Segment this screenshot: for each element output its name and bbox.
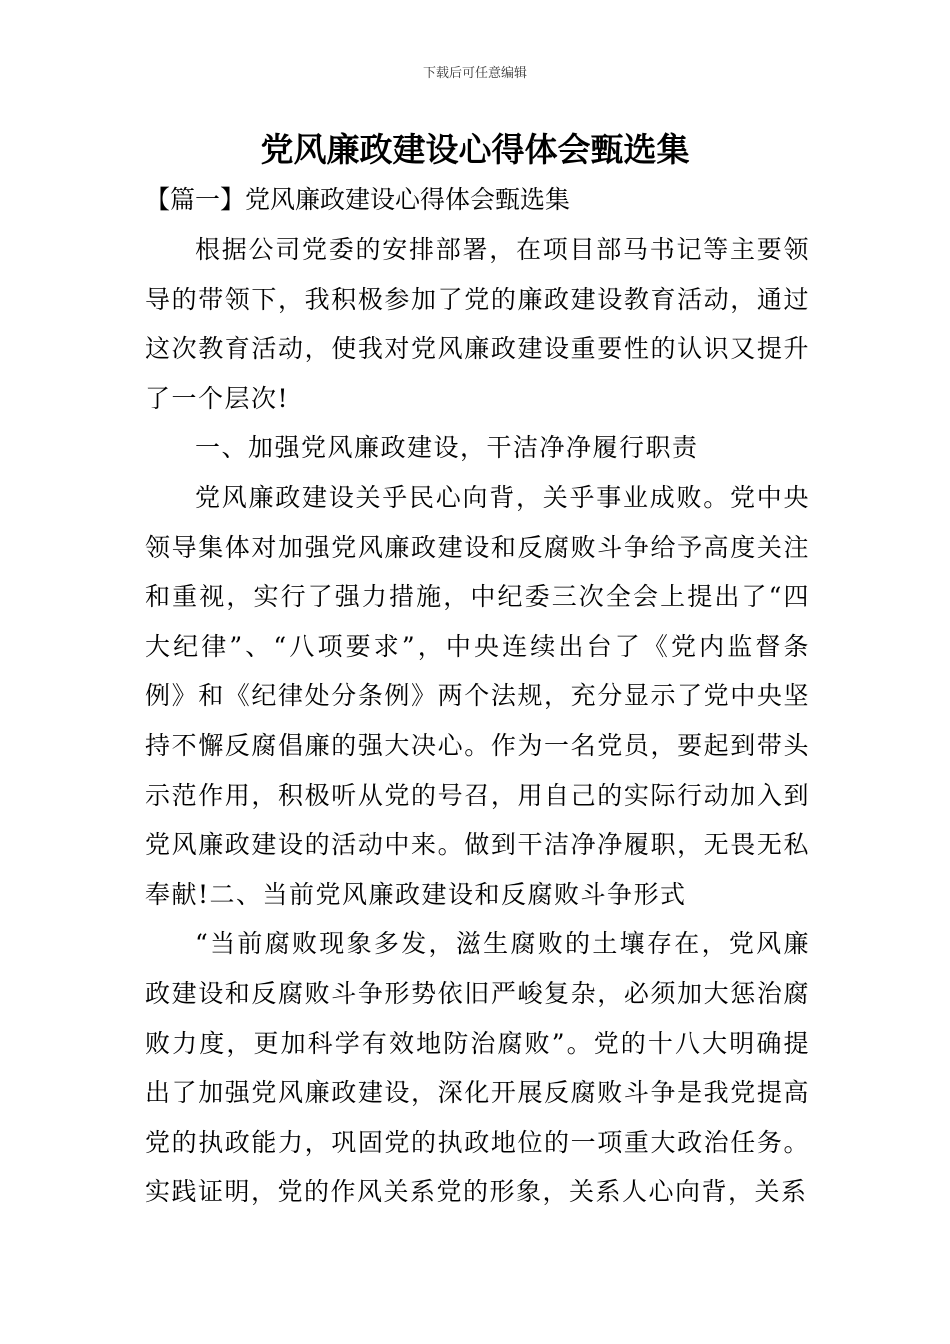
paragraph: “当前腐败现象多发，滋生腐败的土壤存在，党风廉政建设和反腐败斗争形势依旧严峻复杂，必须加大惩治腐败力度，更加科学有效地防治腐败”。党的十八大明确提出了加强党风廉政建设，深化开展反腐败斗争是我党提高党的执政能力，巩固党的执政地位的一项重大政治任务。实践证明，党的作风关系党的形象，关系人心向背，关系 [145, 929, 810, 1207]
document-body [145, 225, 810, 1217]
paragraph: 根据公司党委的安排部署，在项目部马书记等主要领导的带领下，我积极参加了党的廉政建设教育活动，通过这次教育活动，使我对党风廉政建设重要性的认识又提升了一个层次! [145, 235, 810, 413]
header-note: 下载后可任意编辑 [422, 66, 527, 81]
paragraph: 党风廉政建设关乎民心向背，关乎事业成败。党中央领导集体对加强党风廉政建设和反腐败斗争给予高度关注和重视，实行了强力措施，中纪委三次全会上提出了“四大纪律”、“八项要求”，中央连续出台了《党内监督条例》和《纪律处分条例》两个法规，充分显示了党中央坚持不懈反腐倡廉的强大决心。作为一名党员，要起到带头示范作用，积极听从党的号召，用自己的实际行动加入到党风廉政建设的活动中来。做到干洁净净履职，无畏无私奉献!二、当前党风廉政建设和反腐败斗争形式 [145, 482, 810, 909]
paragraph-heading: 一、加强党风廉政建设，干洁净净履行职责 [195, 433, 699, 463]
document-title: 党风廉政建设心得体会甄选集 [260, 130, 690, 169]
section-heading: 【篇一】党风廉政建设心得体会甄选集 [145, 185, 571, 214]
